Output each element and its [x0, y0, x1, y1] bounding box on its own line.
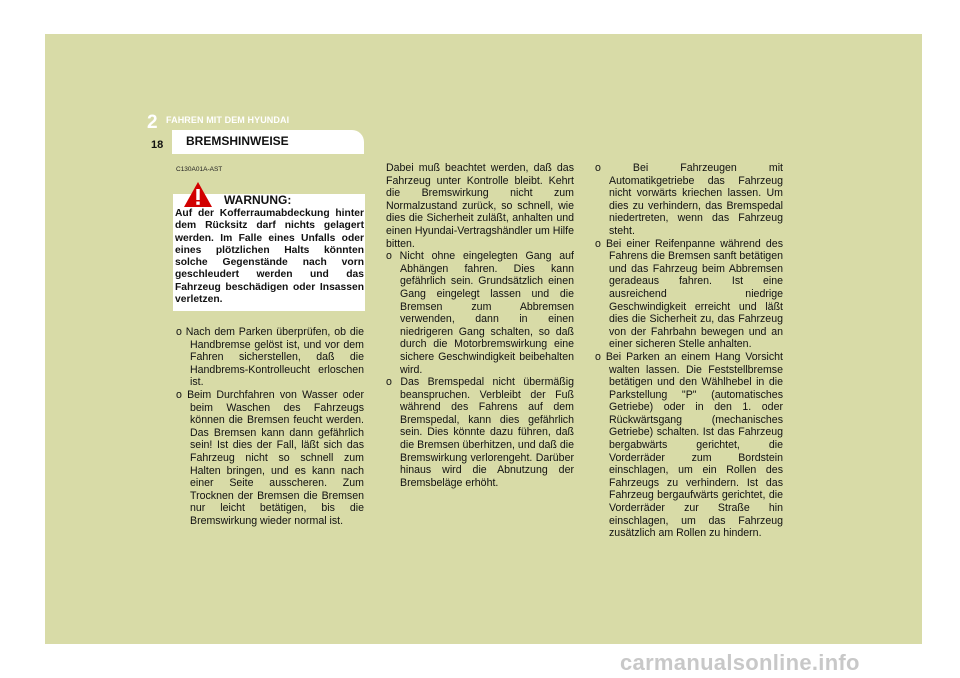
paragraph: Dabei muß beachtet werden, daß das Fahrzeug unter Kontrolle bleibt. Kehrt die Bremswirkung nicht zum Normalzustand zurück, so schnell, wie dies die Sicherheit zuläßt, anhalten und einen Hyundai-Vertragshändler um Hilfe bitten. [386, 162, 574, 250]
chapter-number: 2 [147, 112, 158, 133]
list-item: o Nicht ohne eingelegten Gang auf Abhängen fahren. Dies kann gefährlich sein. Grundsätzlich einen Gang eingelegt lassen und die Bremsen zum Abbremsen verwenden, dann in einen niedrigeren Gang schalten, so daß durch die Motorbremswirkung eine sichere Geschwindigkeit beibehalten wird. [386, 250, 574, 376]
list-item: o Beim Durchfahren von Wasser oder beim Waschen des Fahrzeugs können die Bremsen feucht werden. Das Bremsen kann dann gefährlich sein! Ist dies der Fall, läßt sich das Fahrzeug nicht so schnell zum Halten bringen, und es kann nach einer Seite ausscheren. Zum Trocknen der Bremsen die Bremsen nur leicht betätigen, bis die Bremswirkung wieder normal ist. [176, 388, 364, 527]
chapter-title: FAHREN MIT DEM HYUNDAI [166, 115, 290, 125]
reference-code: C130A01A-AST [176, 166, 223, 173]
warning-text: Auf der Kofferraumabdeckung hinter dem Rücksitz darf nichts gelagert werden. Im Falle eines Unfalls oder eines plötzlichen Halts könnten solche Gegenstände nach vorn geschleudert werden und das Fahrzeug beschädigen oder Insassen verletzen. [175, 208, 364, 306]
column-3 [595, 162, 783, 540]
column-1 [176, 326, 364, 528]
list-item: o Bei Fahrzeugen mit Automatikgetriebe das Fahrzeug nicht vorwärts kriechen lassen. Um dies zu verhindern, das Bremspedal niedertreten, wenn das Fahrzeug steht. [595, 162, 783, 237]
page-number: 18 [151, 139, 164, 151]
warning-triangle-icon [183, 181, 213, 208]
warning-title: WARNUNG: [224, 193, 292, 207]
watermark-link[interactable]: carmanualsonline.info [620, 650, 860, 675]
column-2 [386, 162, 574, 489]
list-item: o Bei einer Reifenpanne während des Fahrens die Bremsen sanft betätigen und das Fahrzeug beim Abbremsen geradeaus fahren. Ist eine ausreichend niedrige Geschwindigkeit erreicht und läßt dies die Sicherheit zu, das Fahrzeug von der Fahrbahn bewegen und an einer sicheren Stelle anhalten. [595, 237, 783, 351]
section-title: BREMSHINWEISE [186, 134, 289, 148]
page-margin [922, 0, 960, 678]
list-item: o Das Bremspedal nicht übermäßig beanspruchen. Verbleibt der Fuß während des Fahrens auf dem Bremspedal, kann dies gefährlich sein. Dies könnte dazu führen, daß die Bremsen überhitzen, und daß die Bremswirkung verlorengeht. Darüber hinaus wird die Abnutzung der Bremsbeläge erhöht. [386, 376, 574, 489]
list-item: o Nach dem Parken überprüfen, ob die Handbremse gelöst ist, und vor dem Fahren sicherstellen, daß die Handbrems-Kontrolleucht erloschen ist. [176, 326, 364, 389]
list-item: o Bei Parken an einem Hang Vorsicht walten lassen. Die Feststellbremse betätigen und den Wählhebel in die Parkstellung "P" (automatisches Getriebe) oder in den 1. oder Rückwärtsgang (mechanisches Getriebe) schalten. Ist das Fahrzeug bergabwärts gerichtet, die Vorderräder zum Bordstein einschlagen, um ein Rollen des Fahrzeugs zu verhindern. Ist das Fahrzeug bergaufwärts gerichtet, die Vorderräder zur Straße hin einschlagen, um das Fahrzeug zusätzlich am Rollen zu hindern. [595, 350, 783, 540]
